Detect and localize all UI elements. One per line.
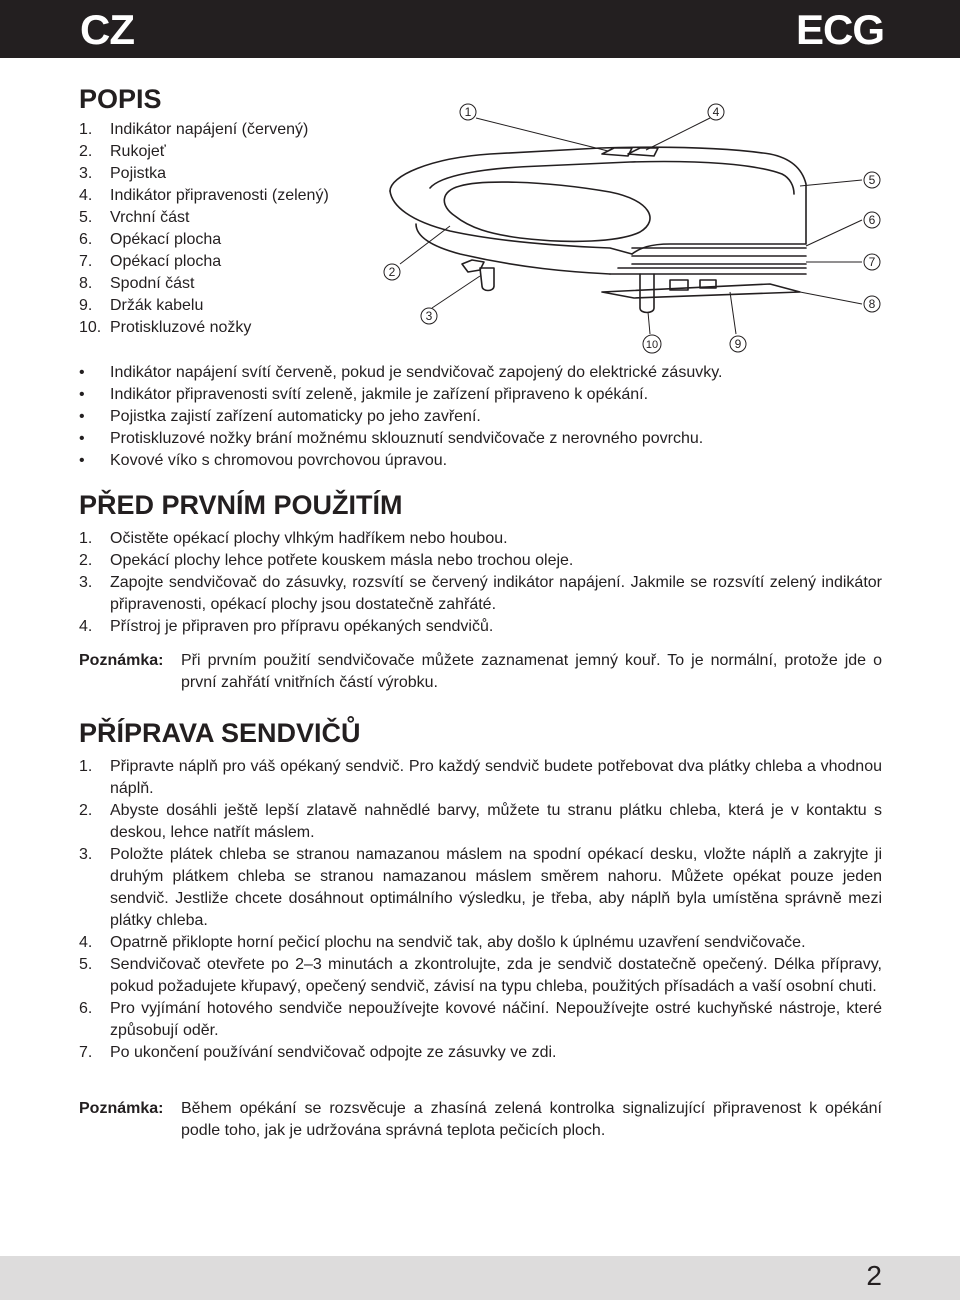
bullet-icon: • bbox=[79, 452, 85, 469]
popis-heading: POPIS bbox=[79, 84, 162, 114]
item-number: 10. bbox=[79, 319, 102, 336]
callout-3 bbox=[421, 308, 437, 324]
part-item bbox=[79, 163, 329, 185]
svg-text:5: 5 bbox=[868, 173, 876, 187]
step-item bbox=[79, 550, 882, 572]
item-number: 5. bbox=[79, 209, 93, 226]
feature-item bbox=[79, 406, 722, 428]
item-number: 3. bbox=[79, 574, 93, 591]
priprava-heading: PŘÍPRAVA SENDVIČŮ bbox=[79, 718, 361, 748]
feature-text: Protiskluzové nožky brání možnému sklouznutí sendvičovače z nerovného povrchu. bbox=[110, 430, 704, 447]
item-text: Indikátor napájení (červený) bbox=[110, 121, 309, 138]
callout-5 bbox=[864, 172, 880, 188]
item-number: 5. bbox=[79, 956, 93, 973]
item-number: 4. bbox=[79, 187, 93, 204]
item-number: 9. bbox=[79, 297, 93, 314]
callout-4 bbox=[708, 104, 724, 120]
sandwich-maker-diagram bbox=[370, 96, 910, 358]
item-text: Vrchní část bbox=[110, 209, 190, 226]
step-item bbox=[79, 998, 882, 1042]
item-text: Spodní část bbox=[110, 275, 195, 292]
part-item bbox=[79, 295, 329, 317]
item-text: Indikátor připravenosti (zelený) bbox=[110, 187, 329, 204]
priprava-note bbox=[79, 1098, 882, 1142]
parts-list bbox=[79, 119, 329, 339]
item-number: 4. bbox=[79, 934, 93, 951]
item-text: Opékací plocha bbox=[110, 253, 222, 270]
svg-text:8: 8 bbox=[868, 297, 876, 311]
note-text: Při prvním použití sendvičovače můžete zaznamenat jemný kouř. To je normální, protože jde o první zahřátí vnitřních částí výrobku. bbox=[181, 652, 882, 691]
part-item bbox=[79, 251, 329, 273]
brand-logo: ECG bbox=[795, 6, 884, 53]
part-item bbox=[79, 229, 329, 251]
bullet-icon: • bbox=[79, 364, 85, 381]
pred-note bbox=[79, 650, 882, 694]
callout-10 bbox=[643, 335, 661, 353]
part-item bbox=[79, 185, 329, 207]
pred-steps bbox=[79, 528, 882, 638]
step-item bbox=[79, 756, 882, 800]
callout-6 bbox=[864, 212, 880, 228]
page-footer bbox=[0, 1256, 960, 1300]
item-number: 2. bbox=[79, 552, 93, 569]
item-text: Pojistka bbox=[110, 165, 167, 182]
item-number: 8. bbox=[79, 275, 93, 292]
item-number: 6. bbox=[79, 231, 93, 248]
svg-text:6: 6 bbox=[868, 213, 876, 227]
part-item bbox=[79, 119, 329, 141]
feature-item bbox=[79, 450, 722, 472]
step-item bbox=[79, 1042, 882, 1064]
svg-text:4: 4 bbox=[712, 105, 720, 119]
item-number: 3. bbox=[79, 165, 93, 182]
item-text: Přístroj je připraven pro přípravu opékaných sendvičů. bbox=[110, 618, 494, 635]
svg-text:1: 1 bbox=[464, 105, 472, 119]
item-number: 7. bbox=[79, 1044, 93, 1061]
item-number: 1. bbox=[79, 758, 93, 775]
part-item bbox=[79, 317, 329, 339]
svg-text:3: 3 bbox=[425, 309, 433, 323]
item-text: Připravte náplň pro váš opékaný sendvič. Pro každý sendvič budete potřebovat dva plátky chleba a vhodnou náplň. bbox=[110, 758, 882, 797]
callout-2 bbox=[384, 264, 400, 280]
item-number: 1. bbox=[79, 121, 93, 138]
part-item bbox=[79, 207, 329, 229]
feature-list bbox=[79, 362, 722, 472]
item-text: Abyste dosáhli ještě lepší zlatavě nahnědlé barvy, můžete tu stranu plátku chleba, která je v kontaktu s deskou, lehce natřít máslem. bbox=[110, 802, 882, 841]
note-text: Během opékání se rozsvěcuje a zhasíná zelená kontrolka signalizující připravenost k opékání podle toho, jak je udržována správná teplota pečicích ploch. bbox=[181, 1100, 882, 1139]
item-number: 4. bbox=[79, 618, 93, 635]
item-text: Opatrně přiklopte horní pečicí plochu na sendvič tak, aby došlo k úplnému uzavření sendvičovače. bbox=[110, 934, 806, 951]
item-text: Po ukončení používání sendvičovač odpojte ze zásuvky ve zdi. bbox=[110, 1044, 557, 1061]
item-number: 2. bbox=[79, 802, 93, 819]
item-text: Držák kabelu bbox=[110, 297, 204, 314]
bullet-icon: • bbox=[79, 386, 85, 403]
item-text: Sendvičovač otevřete po 2–3 minutách a zkontrolujte, zda je sendvič dostatečně opečený. Délka přípravy, pokud požadujete křupavý, opečený sendvič, závisí na typu chleba, použitých přísadách a vaší osobní chuti. bbox=[110, 956, 882, 995]
step-item bbox=[79, 616, 882, 638]
step-item bbox=[79, 954, 882, 998]
bullet-icon: • bbox=[79, 430, 85, 447]
svg-text:2: 2 bbox=[388, 265, 396, 279]
step-item bbox=[79, 932, 882, 954]
feature-text: Pojistka zajistí zařízení automaticky po jeho zavření. bbox=[110, 408, 481, 425]
pred-heading: PŘED PRVNÍM POUŽITÍM bbox=[79, 490, 403, 520]
callout-7 bbox=[864, 254, 880, 270]
note-label: Poznámka: bbox=[79, 1100, 164, 1117]
language-code: CZ bbox=[80, 6, 134, 53]
item-text: Opékací plocha bbox=[110, 231, 222, 248]
step-item bbox=[79, 844, 882, 932]
feature-text: Indikátor připravenosti svítí zeleně, jakmile je zařízení připraveno k opékání. bbox=[110, 386, 649, 403]
svg-text:10: 10 bbox=[645, 339, 659, 351]
item-text: Zapojte sendvičovač do zásuvky, rozsvítí se červený indikátor napájení. Jakmile se rozsvítí zelený indikátor připravenosti, opékací plochy jsou dostatečně zahřáté. bbox=[110, 574, 882, 613]
callout-8 bbox=[864, 296, 880, 312]
page-header bbox=[0, 0, 960, 58]
feature-item bbox=[79, 428, 722, 450]
step-item bbox=[79, 572, 882, 616]
feature-text: Indikátor napájení svítí červeně, pokud je sendvičovač zapojený do elektrické zásuvky. bbox=[110, 364, 723, 381]
page-number: 2 bbox=[866, 1260, 882, 1291]
item-text: Protiskluzové nožky bbox=[110, 319, 252, 336]
item-number: 6. bbox=[79, 1000, 93, 1017]
callout-1 bbox=[460, 104, 476, 120]
bullet-icon: • bbox=[79, 408, 85, 425]
item-number: 3. bbox=[79, 846, 93, 863]
item-text: Opekácí plochy lehce potřete kouskem másla nebo trochou oleje. bbox=[110, 552, 574, 569]
step-item bbox=[79, 528, 882, 550]
callout-9 bbox=[730, 336, 746, 352]
feature-item bbox=[79, 384, 722, 406]
note-label: Poznámka: bbox=[79, 652, 164, 669]
item-text: Rukojeť bbox=[110, 143, 166, 160]
step-item bbox=[79, 800, 882, 844]
item-number: 7. bbox=[79, 253, 93, 270]
item-text: Položte plátek chleba se stranou namazanou máslem na spodní opékací desku, vložte náplň a zakryjte ji druhým plátkem chleba se stranou namazanou máslem směrem nahoru. Můžete opékat pouze jeden sendvič. Jestliže chcete dosáhnout optimálního výsledku, je třeba, aby náplň byla umístěna správně mezi plátky chleba. bbox=[110, 846, 882, 929]
item-text: Očistěte opékací plochy vlhkým hadříkem nebo houbou. bbox=[110, 530, 508, 547]
item-text: Pro vyjímání hotového sendviče nepoužívejte kovové náčiní. Nepoužívejte ostré kuchyňské nástroje, které způsobují oděr. bbox=[110, 1000, 882, 1039]
item-number: 1. bbox=[79, 530, 93, 547]
feature-text: Kovové víko s chromovou povrchovou úpravou. bbox=[110, 452, 448, 469]
feature-item bbox=[79, 362, 722, 384]
part-item bbox=[79, 141, 329, 163]
part-item bbox=[79, 273, 329, 295]
priprava-steps bbox=[79, 756, 882, 1064]
svg-text:9: 9 bbox=[734, 337, 742, 351]
item-number: 2. bbox=[79, 143, 93, 160]
svg-text:7: 7 bbox=[868, 255, 876, 269]
